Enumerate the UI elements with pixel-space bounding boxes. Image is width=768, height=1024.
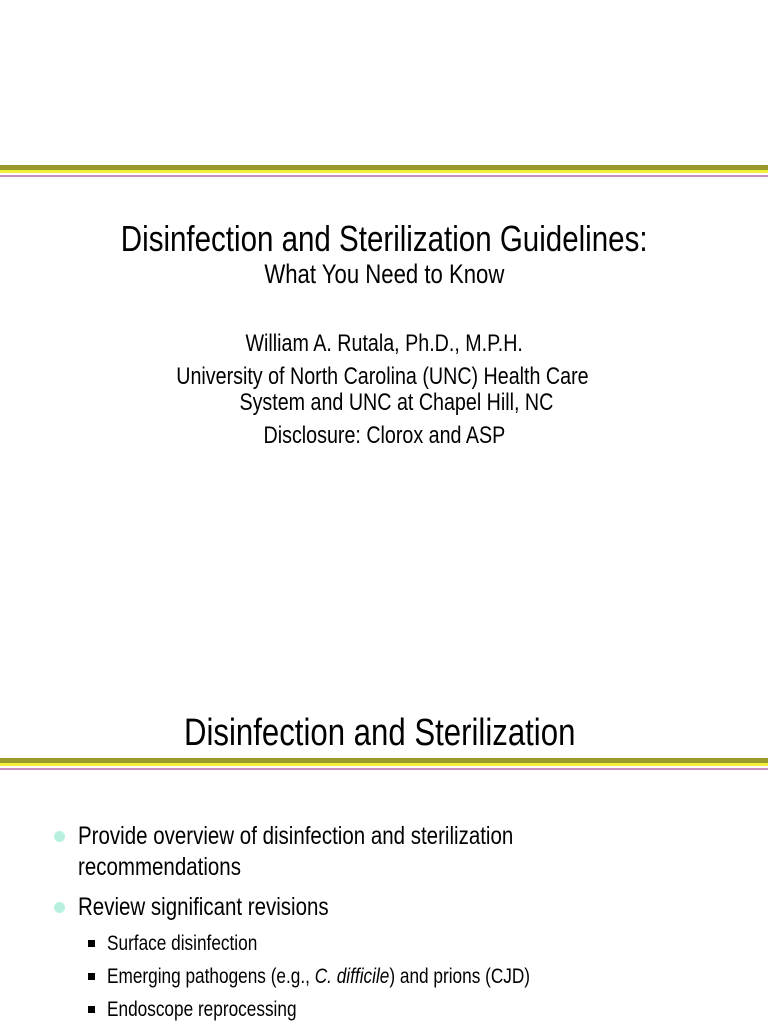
title-divider [0,165,768,177]
affiliation-line-1: University of North Carolina (UNC) Health Care [175,363,589,390]
bullet-text: recommendations [78,853,241,881]
square-bullet-icon [88,973,95,980]
sub-bullet-text: Endoscope reprocessing [107,998,297,1021]
square-bullet-icon [88,1006,95,1013]
bullet-text: Provide overview of disinfection and sterilization [78,822,514,850]
slide-2-title: Disinfection and Sterilization [184,712,576,754]
bullet-dot-icon [54,831,65,842]
sub-bullet-text: Surface disinfection [107,932,258,955]
slide-1-title: Disinfection and Sterilization Guidelines: [120,218,648,259]
sub-bullet-text: Emerging pathogens (e.g., C. difficile) and prions (CJD) [107,965,531,988]
bullet-dot-icon [54,902,65,913]
bullet-text: Review significant revisions [78,893,329,921]
slide-2 [0,690,768,1024]
affiliation-line-2: System and UNC at Chapel Hill, NC [239,389,553,416]
disclosure: Disclosure: Clorox and ASP [263,422,505,449]
author-name: William A. Rutala, Ph.D., M.P.H. [245,330,523,357]
square-bullet-icon [88,940,95,947]
slide-1-subtitle: What You Need to Know [263,259,505,289]
title-divider [0,758,768,770]
